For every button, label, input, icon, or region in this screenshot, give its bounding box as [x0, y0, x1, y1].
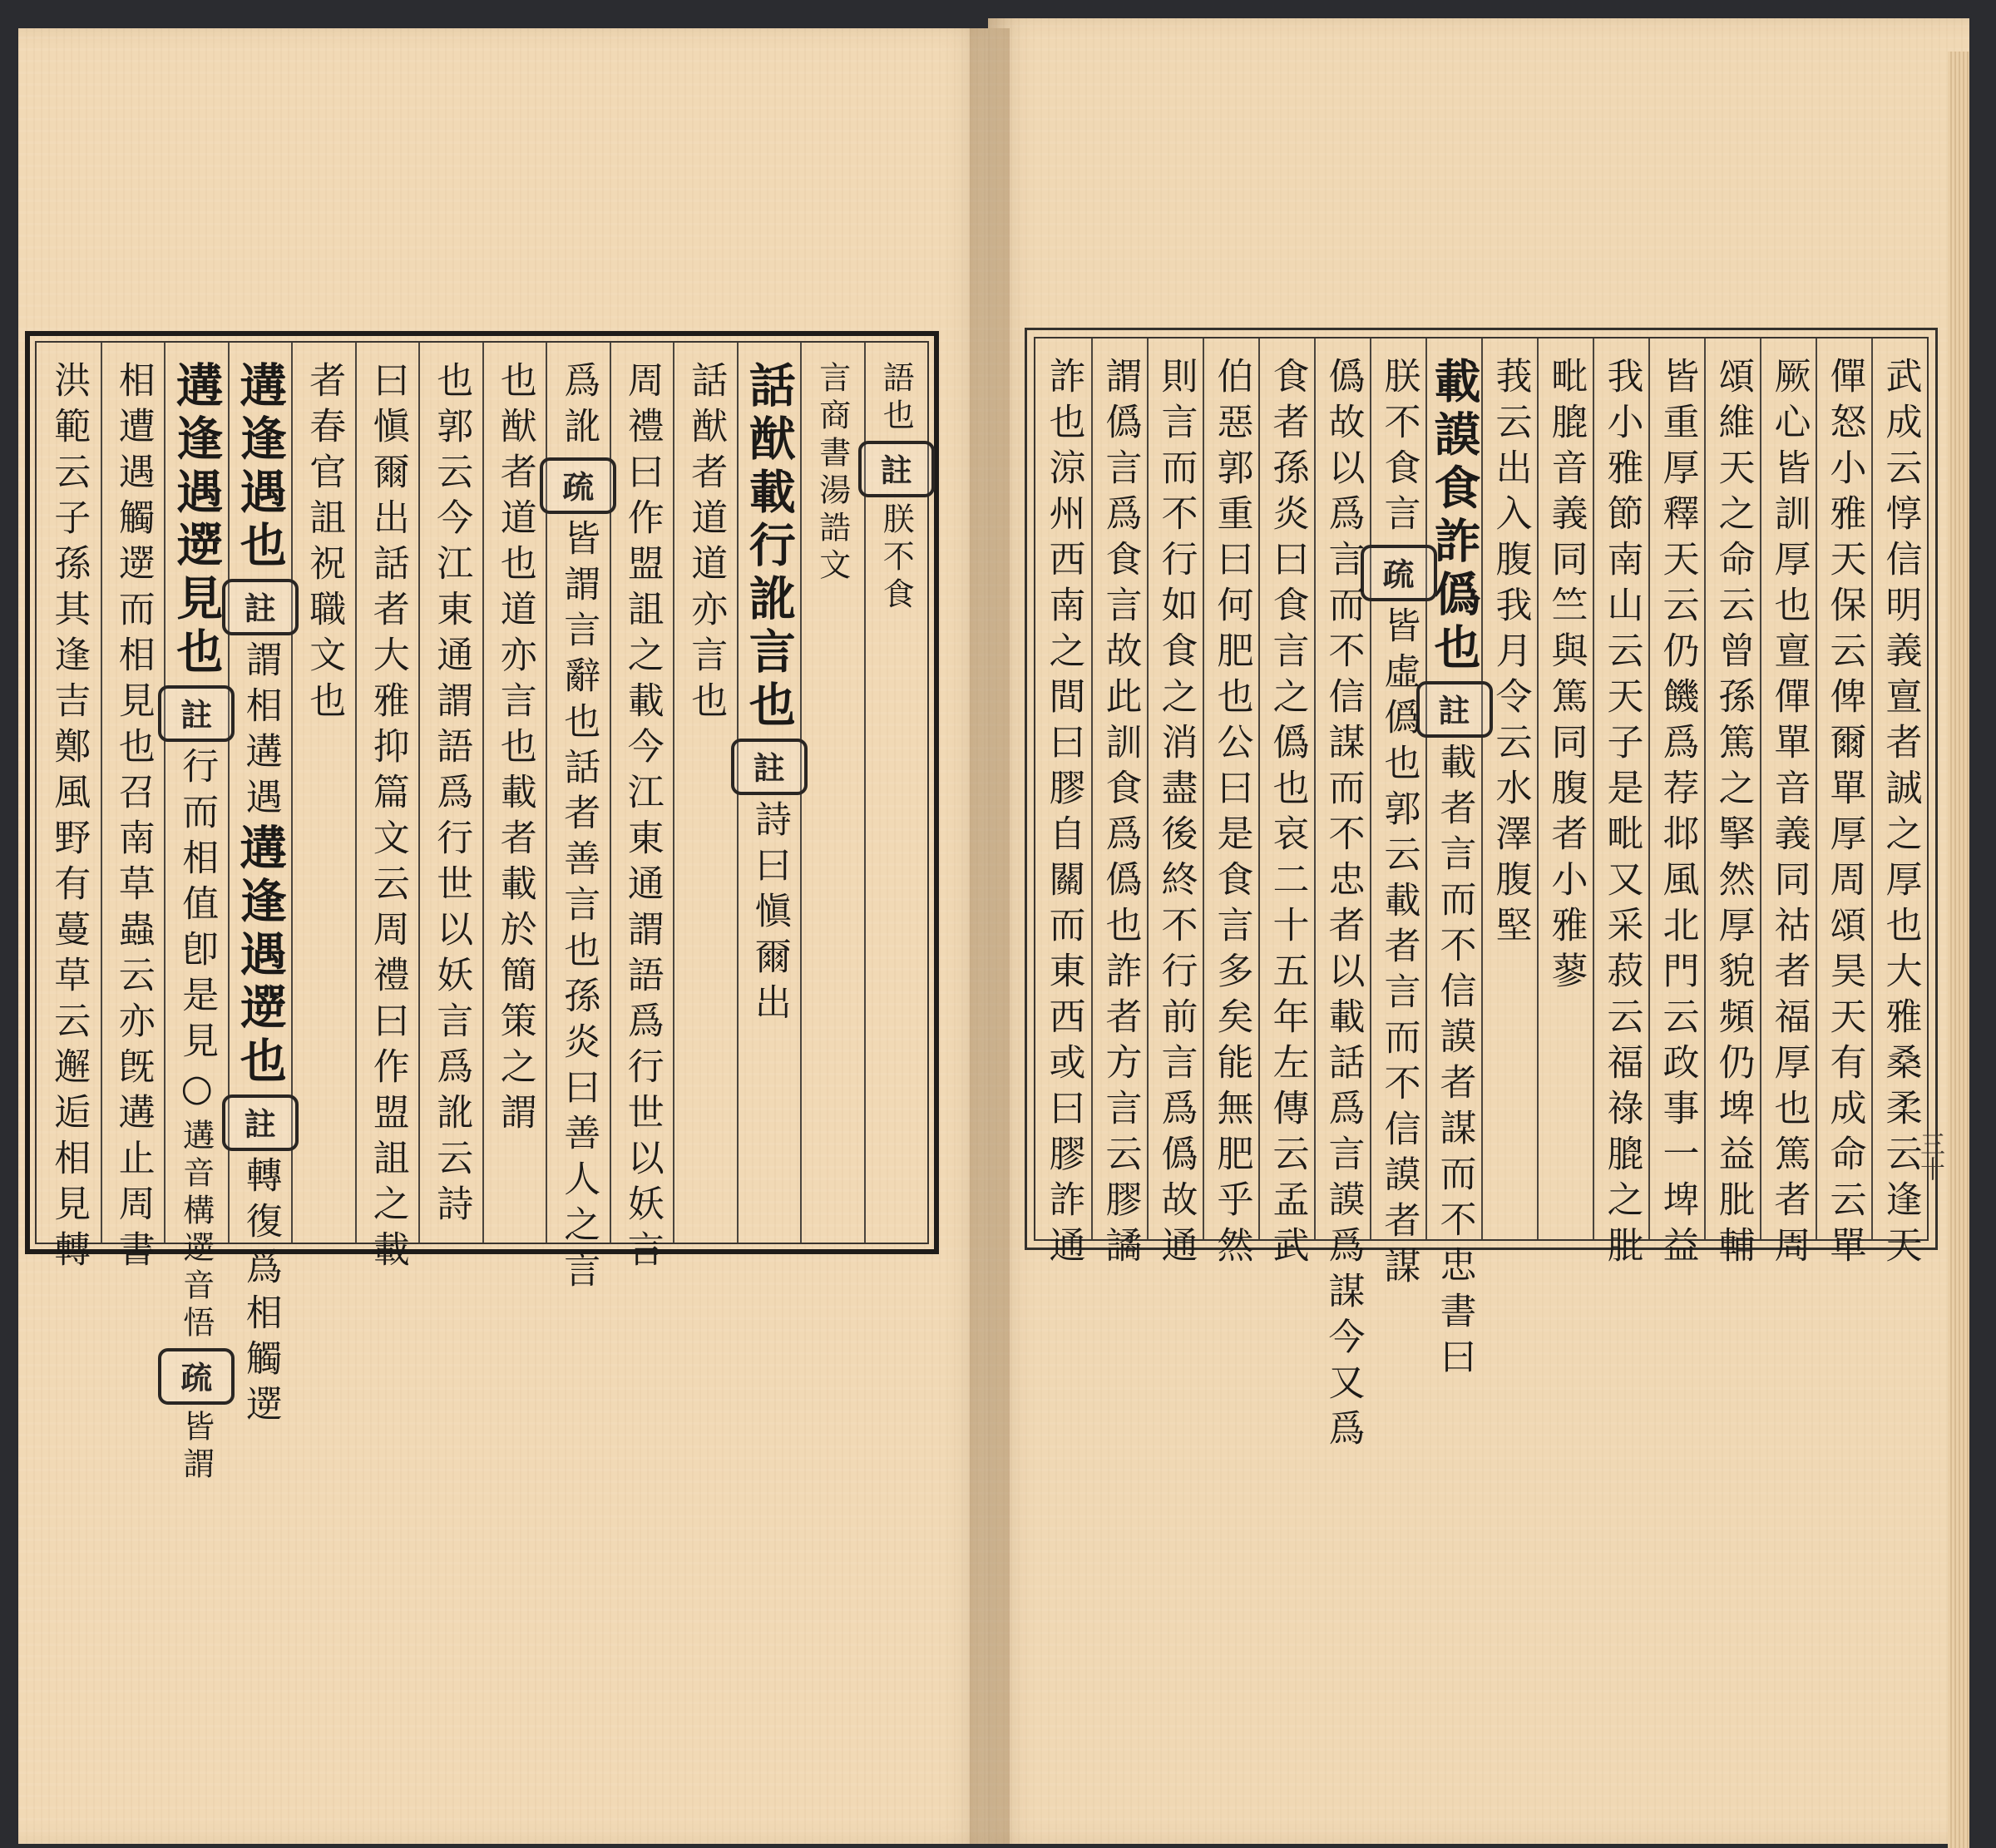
left-text-column — [737, 343, 801, 1243]
commentary-text: 謂相遘遇 — [239, 640, 282, 823]
commentary-text: 謂僞言爲食言故此訓食爲僞也詐者方言云膠譎 — [1099, 357, 1142, 1272]
left-text-column — [291, 343, 355, 1243]
right-text-column — [1258, 338, 1314, 1272]
page-edge — [1948, 52, 1969, 1848]
right-text-column — [1035, 338, 1091, 1272]
annotation-mark: 註 — [731, 739, 808, 795]
commentary-text: 者春官詛祝職文也 — [303, 361, 346, 727]
left-column-content — [615, 361, 669, 1276]
right-column-content — [1317, 357, 1370, 1455]
commentary-text: 毗膍音義同竺與篤同腹者小雅蓼 — [1544, 357, 1588, 997]
annotation-mark: 註 — [858, 441, 935, 497]
left-column-content — [540, 361, 616, 1297]
right-text-column — [1760, 338, 1816, 1272]
commentary-text: 武成云惇信明義亶者誠之厚也大雅桑柔云逢天 — [1879, 357, 1922, 1272]
left-text-column — [37, 343, 101, 1276]
commentary-text: 皆重厚釋天云仍饑爲荐邶風北門云政事一埤益 — [1656, 357, 1699, 1272]
left-column-content — [488, 361, 541, 1139]
left-column-content — [810, 361, 856, 586]
commentary-text: 頌維天之命云曾孫篤之掔然厚貌頻仍埤益肶輔 — [1712, 357, 1755, 1272]
commentary-text: 話猷者道道亦言也 — [684, 361, 728, 727]
annotation-mark: 註 — [1416, 681, 1493, 738]
commentary-text: 相遭遇觸遻而相見也召南草蟲云亦旣遘止周書 — [111, 361, 155, 1276]
commentary-text: 皆謂言辭也話者善言也孫炎曰善人之言 — [557, 519, 600, 1297]
left-text-column — [164, 343, 228, 1485]
commentary-text: 載者言而不信謨者謀而不忠書曰 — [1433, 743, 1476, 1383]
commentary-text: 語也 — [877, 361, 915, 436]
right-text-column — [1648, 338, 1704, 1272]
left-column-content — [424, 361, 477, 1230]
right-column-content — [1651, 357, 1704, 1272]
left-text-column — [228, 343, 292, 1430]
commentary-text: 厥心皆訓厚也亶僤單音義同祜者福厚也篤者周 — [1767, 357, 1811, 1272]
commentary-text: 行而相值卽是見○ — [175, 747, 219, 1119]
annotation-mark: 疏 — [1361, 545, 1437, 601]
commentary-text: 皆虛僞也郭云載者言而不信謨者謀 — [1377, 606, 1420, 1292]
headword-text: 遘逢遇也 — [232, 361, 288, 574]
left-text-column — [673, 343, 737, 1243]
left-text-column — [610, 343, 674, 1276]
right-text-column — [1704, 338, 1760, 1272]
book-spine — [970, 28, 1010, 1844]
left-column-content — [731, 361, 808, 1029]
commentary-text: 僤怒小雅天保云俾爾單厚周頌昊天有成命云單 — [1823, 357, 1866, 1272]
commentary-text: 詐也涼州西南之間曰膠自關而東西或曰膠詐通 — [1042, 357, 1085, 1272]
annotation-mark: 註 — [222, 1094, 299, 1151]
commentary-text: 也郭云今江東通謂語爲行世以妖言爲訛云詩 — [430, 361, 473, 1230]
commentary-text: 周禮曰作盟詛之載今江東通謂語爲行世以妖言 — [620, 361, 664, 1276]
headword-text: 遘逢遇遻也 — [232, 823, 288, 1090]
left-text-column — [101, 343, 165, 1276]
commentary-text: 伯惡郭重曰何肥也公曰是食言多矣能無肥乎然 — [1210, 357, 1253, 1272]
right-column-content — [1595, 357, 1648, 1272]
right-column-content — [1094, 357, 1147, 1272]
left-column-content — [106, 361, 160, 1276]
left-text-column — [864, 343, 928, 1243]
right-text-column — [1816, 338, 1871, 1272]
commentary-text: 莪云出入腹我月令云水澤腹堅 — [1489, 357, 1532, 951]
commentary-text: 則言而不行如食之消盡後終不行前言爲僞故通 — [1154, 357, 1198, 1272]
commentary-text: 僞故以爲言而不信謀而不忠者以載話爲言謨爲謀今又爲 — [1322, 357, 1365, 1455]
headword-text: 載謨食詐僞也 — [1426, 357, 1482, 676]
annotation-mark: 疏 — [158, 1348, 235, 1405]
folio-number: 三十 — [1915, 1131, 1944, 1181]
left-column-grid — [35, 341, 929, 1485]
commentary-text: 食者孫炎曰食言之僞也哀二十五年左傳云孟武 — [1266, 357, 1309, 1272]
commentary-text: 洪範云子孫其逢吉鄭風野有蔓草云邂逅相見轉 — [47, 361, 91, 1276]
left-text-column — [482, 343, 546, 1243]
left-text-frame — [25, 331, 939, 1485]
right-text-column — [1593, 338, 1648, 1272]
left-text-column — [546, 343, 610, 1297]
left-column-content — [679, 361, 732, 727]
left-column-content — [297, 361, 350, 727]
left-column-content — [158, 361, 235, 1485]
left-text-column — [800, 343, 864, 1243]
left-column-content — [361, 361, 414, 1276]
right-column-content — [1261, 357, 1314, 1272]
right-text-column — [1147, 338, 1203, 1272]
right-text-frame — [1025, 328, 1938, 1455]
commentary-text: 言商書湯誥文 — [813, 361, 851, 586]
right-text-column — [1091, 338, 1147, 1272]
commentary-text: 朕不食 — [877, 502, 915, 615]
commentary-text: 皆謂 — [177, 1410, 215, 1485]
commentary-text: 爲訛 — [557, 361, 600, 452]
headword-text: 話猷載行訛言也 — [741, 361, 797, 734]
left-column-content — [858, 361, 935, 615]
right-text-column — [1203, 338, 1258, 1272]
right-text-column — [1314, 338, 1370, 1455]
right-column-content — [1361, 357, 1437, 1292]
commentary-text: 曰愼爾出話者大雅抑篇文云周禮曰作盟詛之載 — [366, 361, 409, 1276]
annotation-mark: 註 — [158, 685, 235, 742]
commentary-text: 也猷者道也道亦言也載者載於簡策之謂 — [493, 361, 536, 1139]
right-column-content — [1037, 357, 1090, 1272]
left-text-column — [418, 343, 482, 1243]
right-text-column — [1537, 338, 1593, 1239]
headword-text: 遘逢遇遻見也 — [169, 361, 225, 680]
commentary-text: 詩曰愼爾出 — [748, 800, 791, 1029]
annotation-mark: 註 — [222, 579, 299, 635]
annotation-mark: 疏 — [540, 457, 616, 514]
right-text-column — [1370, 338, 1425, 1292]
right-column-content — [1149, 357, 1203, 1272]
right-text-column — [1871, 338, 1927, 1272]
commentary-text: 轉復爲相觸遻 — [239, 1156, 282, 1430]
commentary-text: 我小雅節南山云天子是毗又采菽云福祿膍之肶 — [1600, 357, 1643, 1272]
right-column-grid — [1034, 337, 1929, 1455]
right-column-content — [1818, 357, 1871, 1272]
left-text-column — [355, 343, 419, 1276]
commentary-text: 遘音構遻音悟 — [177, 1119, 215, 1343]
commentary-text: 朕不食言 — [1377, 357, 1420, 540]
right-column-content — [1762, 357, 1816, 1272]
right-column-content — [1707, 357, 1760, 1272]
right-column-content — [1539, 357, 1593, 997]
right-column-content — [1205, 357, 1258, 1272]
left-column-content — [42, 361, 95, 1276]
